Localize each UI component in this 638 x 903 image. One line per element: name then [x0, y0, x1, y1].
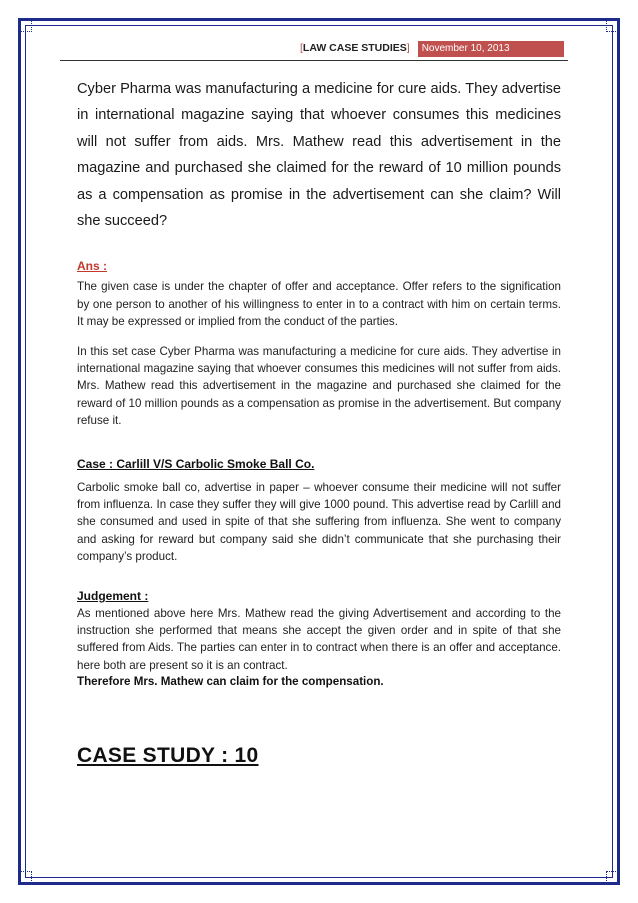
- page-header: [300, 41, 564, 61]
- header-title-text: LAW CASE STUDIES: [302, 42, 407, 54]
- header-rule: [60, 60, 568, 61]
- judgement-conclusion: Therefore Mrs. Mathew can claim for the compensation.: [77, 674, 384, 688]
- answer-label: Ans :: [77, 259, 107, 274]
- border-corner-bottom-left: [20, 871, 32, 883]
- header-date: November 10, 2013: [418, 41, 564, 57]
- case-text: Carbolic smoke ball co, advertise in paper – whoever consume their medicine will not suffer from influenza. In case they suffer they will give 1000 pound. This advertise read by Carlill and she consumed and used in spite of that she suffering from influenza. She went to company and asking for reward but company said she didn’t communicate that she purchasing their company’s product.: [77, 481, 561, 563]
- answer-paragraph-1: The given case is under the chapter of offer and acceptance. Offer refers to the signification by one person to another of his willingness to enter in to a contract with him on certain terms. It may be expressed or implied from the conduct of the parties.: [77, 280, 561, 328]
- header-title: [LAW CASE STUDIES]: [300, 42, 410, 54]
- judgement-heading: Judgement :: [77, 589, 149, 604]
- answer-paragraph-2: In this set case Cyber Pharma was manufacturing a medicine for cure aids. They advertise in international magazine saying that whoever consumes this medicines will not suffer from aids. Mrs. Mathew read this advertisement in the magazine and purchased she claimed for the reward of 10 million pounds as a compensation as promise in the advertisement. But company refuse it.: [77, 345, 561, 427]
- judgement-text: As mentioned above here Mrs. Mathew read the giving Advertisement and according to the instruction she performed that means she accept the given order and in spite of that she suffered from Aids. The parties can enter in to contract when there is an offer and acceptance. here both are present so it is an contract.: [77, 607, 561, 672]
- border-corner-top-left: [20, 20, 32, 32]
- page-content: [77, 76, 561, 768]
- border-corner-bottom-right: [606, 871, 618, 883]
- next-section-title: CASE STUDY : 10: [77, 743, 259, 767]
- question-text: Cyber Pharma was manufacturing a medicine for cure aids. They advertise in international magazine saying that whoever consumes this medicines will not suffer from aids. Mrs. Mathew read this advertisement in the magazine and purchased she claimed for the reward of 10 million pounds as a compensation as promise in the advertisement can she claim? Will she succeed?: [77, 81, 561, 230]
- case-heading: Case : Carlill V/S Carbolic Smoke Ball Co.: [77, 457, 315, 472]
- border-corner-top-right: [606, 20, 618, 32]
